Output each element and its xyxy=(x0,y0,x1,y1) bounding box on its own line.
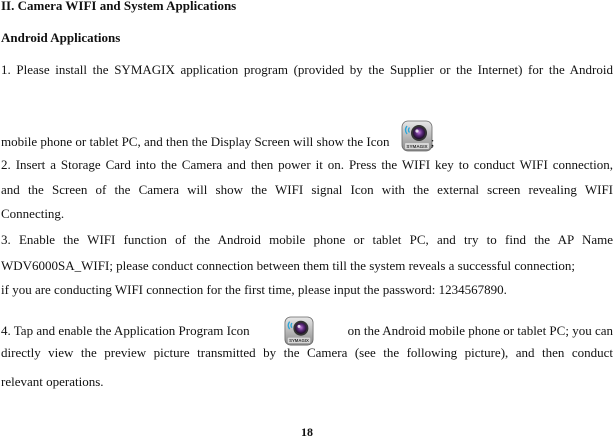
paragraph-4-line-2: directly view the preview picture transmitted by the Camera (see the following picture), and then conduct xyxy=(1,345,613,360)
symagix-app-icon xyxy=(401,120,429,152)
paragraph-1-text-before-icon: mobile phone or tablet PC, and then the Display Screen will show the Icon xyxy=(1,134,390,149)
paragraph-1-semicolon: ; xyxy=(430,134,435,149)
section-heading: II. Camera WIFI and System Applications xyxy=(1,0,237,13)
paragraph-4-text-before-icon: 4. Tap and enable the Application Program Icon xyxy=(1,323,250,338)
page-number: 18 xyxy=(301,425,313,439)
paragraph-2-line-1: 2. Insert a Storage Card into the Camera and then power it on. Press the WIFI key to conduct WIFI connection, xyxy=(1,157,613,172)
paragraph-3-line-2: WDV6000SA_WIFI; please conduct connection between them till the system reveals a successful connection; xyxy=(1,258,575,273)
paragraph-4-line-3: relevant operations. xyxy=(1,374,104,389)
paragraph-4-text-after-icon: on the Android mobile phone or tablet PC; you can xyxy=(347,323,613,338)
paragraph-2-line-3: Connecting. xyxy=(1,206,65,221)
paragraph-1-line-1: 1. Please install the SYMAGIX application program (provided by the Supplier or the Internet) for the Android xyxy=(1,62,613,77)
paragraph-3-line-1: 3. Enable the WIFI function of the Android mobile phone or tablet PC, and try to find the AP Name xyxy=(1,232,613,247)
icon-caption: SYMAGIX xyxy=(288,338,309,344)
paragraph-2-line-2: and the Screen of the Camera will show the WIFI signal Icon with the external screen revealing WIFI xyxy=(1,182,613,197)
icon-caption: SYMAGIX xyxy=(406,143,428,149)
paragraph-1-line-2 xyxy=(1,120,434,152)
paragraph-3-line-3: if you are conducting WIFI connection for the first time, please input the password: 1234567890. xyxy=(1,282,507,297)
paragraph-4-line-1 xyxy=(1,315,613,347)
subsection-heading: Android Applications xyxy=(1,30,121,45)
symagix-app-icon xyxy=(284,315,314,347)
